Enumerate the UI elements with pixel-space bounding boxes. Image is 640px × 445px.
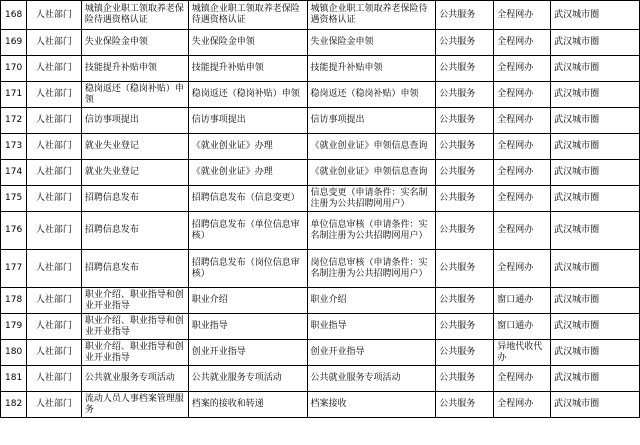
table-row <box>1 134 640 160</box>
sub-item-cell: 技能提升补贴申领 <box>188 56 307 82</box>
service-type-cell: 公共服务 <box>436 56 494 82</box>
service-type-cell: 公共服务 <box>436 340 494 366</box>
handling-mode-cell: 窗口通办 <box>494 314 551 340</box>
department-cell: 人社部门 <box>26 56 81 82</box>
service-item-cell: 信访事项提出 <box>81 108 188 134</box>
row-number-cell: 173 <box>1 134 27 160</box>
service-type-cell: 公共服务 <box>436 134 494 160</box>
detail-cell: 创业开业指导 <box>307 340 436 366</box>
sub-item-cell: 失业保险金申领 <box>188 30 307 56</box>
handling-mode-cell: 异地代收代办 <box>494 340 551 366</box>
department-cell: 人社部门 <box>26 366 81 392</box>
department-cell: 人社部门 <box>26 250 81 288</box>
department-cell: 人社部门 <box>26 212 81 250</box>
service-type-cell: 公共服务 <box>436 160 494 186</box>
detail-cell: 技能提升补贴申领 <box>307 56 436 82</box>
table-row <box>1 392 640 418</box>
scope-cell: 武汉城市圈 <box>551 186 640 212</box>
handling-mode-cell: 全程网办 <box>494 392 551 418</box>
service-item-cell: 招聘信息发布 <box>81 250 188 288</box>
department-cell: 人社部门 <box>26 340 81 366</box>
row-number-cell: 175 <box>1 186 27 212</box>
scope-cell: 武汉城市圈 <box>551 108 640 134</box>
table-row <box>1 288 640 314</box>
service-type-cell: 公共服务 <box>436 108 494 134</box>
table-row <box>1 1 640 30</box>
service-type-cell: 公共服务 <box>436 82 494 108</box>
handling-mode-cell: 全程网办 <box>494 82 551 108</box>
sub-item-cell: 信访事项提出 <box>188 108 307 134</box>
sub-item-cell: 档案的接收和转递 <box>188 392 307 418</box>
handling-mode-cell: 全程网办 <box>494 1 551 30</box>
service-item-cell: 失业保险金申领 <box>81 30 188 56</box>
sub-item-cell: 招聘信息发布（信息变更） <box>188 186 307 212</box>
row-number-cell: 169 <box>1 30 27 56</box>
handling-mode-cell: 全程网办 <box>494 56 551 82</box>
scope-cell: 武汉城市圈 <box>551 1 640 30</box>
scope-cell: 武汉城市圈 <box>551 160 640 186</box>
table-row <box>1 340 640 366</box>
service-type-cell: 公共服务 <box>436 250 494 288</box>
service-type-cell: 公共服务 <box>436 392 494 418</box>
detail-cell: 职业介绍 <box>307 288 436 314</box>
table-row <box>1 160 640 186</box>
table-row <box>1 212 640 250</box>
detail-cell: 职业指导 <box>307 314 436 340</box>
sub-item-cell: 稳岗返还（稳岗补贴）申领 <box>188 82 307 108</box>
table-row <box>1 186 640 212</box>
handling-mode-cell: 窗口通办 <box>494 288 551 314</box>
row-number-cell: 181 <box>1 366 27 392</box>
service-item-cell: 城镇企业职工领取养老保险待遇资格认证 <box>81 1 188 30</box>
sub-item-cell: 招聘信息发布（单位信息审核） <box>188 212 307 250</box>
department-cell: 人社部门 <box>26 392 81 418</box>
department-cell: 人社部门 <box>26 108 81 134</box>
row-number-cell: 178 <box>1 288 27 314</box>
service-type-cell: 公共服务 <box>436 212 494 250</box>
scope-cell: 武汉城市圈 <box>551 30 640 56</box>
scope-cell: 武汉城市圈 <box>551 366 640 392</box>
detail-cell: 档案接收 <box>307 392 436 418</box>
service-type-cell: 公共服务 <box>436 30 494 56</box>
row-number-cell: 168 <box>1 1 27 30</box>
department-cell: 人社部门 <box>26 186 81 212</box>
table-row <box>1 30 640 56</box>
scope-cell: 武汉城市圈 <box>551 82 640 108</box>
sub-item-cell: 《就业创业证》办理 <box>188 160 307 186</box>
row-number-cell: 170 <box>1 56 27 82</box>
sub-item-cell: 创业开业指导 <box>188 340 307 366</box>
handling-mode-cell: 全程网办 <box>494 186 551 212</box>
handling-mode-cell: 全程网办 <box>494 250 551 288</box>
scope-cell: 武汉城市圈 <box>551 340 640 366</box>
service-type-cell: 公共服务 <box>436 288 494 314</box>
sub-item-cell: 职业指导 <box>188 314 307 340</box>
handling-mode-cell: 全程网办 <box>494 366 551 392</box>
service-type-cell: 公共服务 <box>436 366 494 392</box>
table-row <box>1 366 640 392</box>
handling-mode-cell: 全程网办 <box>494 30 551 56</box>
scope-cell: 武汉城市圈 <box>551 314 640 340</box>
scope-cell: 武汉城市圈 <box>551 56 640 82</box>
service-item-cell: 流动人员人事档案管理服务 <box>81 392 188 418</box>
service-type-cell: 公共服务 <box>436 314 494 340</box>
department-cell: 人社部门 <box>26 30 81 56</box>
row-number-cell: 172 <box>1 108 27 134</box>
table-row <box>1 250 640 288</box>
service-item-cell: 招聘信息发布 <box>81 212 188 250</box>
sub-item-cell: 招聘信息发布（岗位信息审核） <box>188 250 307 288</box>
handling-mode-cell: 全程网办 <box>494 108 551 134</box>
service-item-cell: 招聘信息发布 <box>81 186 188 212</box>
detail-cell: 《就业创业证》申领信息查询 <box>307 134 436 160</box>
service-type-cell: 公共服务 <box>436 1 494 30</box>
row-number-cell: 179 <box>1 314 27 340</box>
table-row <box>1 108 640 134</box>
department-cell: 人社部门 <box>26 1 81 30</box>
table-row <box>1 314 640 340</box>
sub-item-cell: 职业介绍 <box>188 288 307 314</box>
detail-cell: 信息变更（申请条件：实名制注册为公共招聘网用户） <box>307 186 436 212</box>
scope-cell: 武汉城市圈 <box>551 212 640 250</box>
detail-cell: 稳岗返还（稳岗补贴）申领 <box>307 82 436 108</box>
row-number-cell: 177 <box>1 250 27 288</box>
handling-mode-cell: 全程网办 <box>494 134 551 160</box>
sub-item-cell: 城镇企业职工领取养老保险待遇资格认证 <box>188 1 307 30</box>
detail-cell: 岗位信息审核（申请条件：实名制注册为公共招聘网用户） <box>307 250 436 288</box>
department-cell: 人社部门 <box>26 288 81 314</box>
service-item-cell: 职业介绍、职业指导和创业开业指导 <box>81 288 188 314</box>
table-row <box>1 56 640 82</box>
scope-cell: 武汉城市圈 <box>551 288 640 314</box>
service-item-cell: 职业介绍、职业指导和创业开业指导 <box>81 314 188 340</box>
row-number-cell: 180 <box>1 340 27 366</box>
service-item-cell: 就业失业登记 <box>81 160 188 186</box>
row-number-cell: 182 <box>1 392 27 418</box>
sub-item-cell: 《就业创业证》办理 <box>188 134 307 160</box>
detail-cell: 城镇企业职工领取养老保险待遇资格认证 <box>307 1 436 30</box>
detail-cell: 信访事项提出 <box>307 108 436 134</box>
department-cell: 人社部门 <box>26 160 81 186</box>
detail-cell: 失业保险金申领 <box>307 30 436 56</box>
service-type-cell: 公共服务 <box>436 186 494 212</box>
scope-cell: 武汉城市圈 <box>551 250 640 288</box>
detail-cell: 《就业创业证》申领信息查询 <box>307 160 436 186</box>
row-number-cell: 174 <box>1 160 27 186</box>
sub-item-cell: 公共就业服务专项活动 <box>188 366 307 392</box>
handling-mode-cell: 全程网办 <box>494 160 551 186</box>
service-item-cell: 职业介绍、职业指导和创业开业指导 <box>81 340 188 366</box>
handling-mode-cell: 全程网办 <box>494 212 551 250</box>
table-row <box>1 82 640 108</box>
detail-cell: 单位信息审核（申请条件：实名制注册为公共招聘网用户） <box>307 212 436 250</box>
department-cell: 人社部门 <box>26 134 81 160</box>
service-item-cell: 就业失业登记 <box>81 134 188 160</box>
scope-cell: 武汉城市圈 <box>551 392 640 418</box>
detail-cell: 公共就业服务专项活动 <box>307 366 436 392</box>
department-cell: 人社部门 <box>26 314 81 340</box>
service-item-cell: 技能提升补贴申领 <box>81 56 188 82</box>
department-cell: 人社部门 <box>26 82 81 108</box>
row-number-cell: 171 <box>1 82 27 108</box>
row-number-cell: 176 <box>1 212 27 250</box>
scope-cell: 武汉城市圈 <box>551 134 640 160</box>
service-item-cell: 稳岗返还（稳岗补贴）申领 <box>81 82 188 108</box>
service-item-cell: 公共就业服务专项活动 <box>81 366 188 392</box>
